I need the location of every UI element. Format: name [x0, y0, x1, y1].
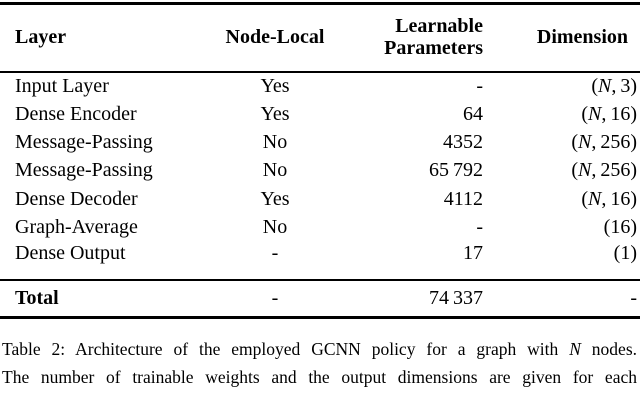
params-cell: 4112	[443, 187, 483, 210]
params-cell: 4352	[443, 130, 483, 153]
total-dimension: -	[483, 280, 640, 318]
header-row	[0, 4, 640, 72]
params-cell: 17	[463, 241, 483, 264]
node-local-cell: Yes	[260, 74, 290, 97]
dim-pre: (	[591, 74, 598, 97]
table-row	[0, 157, 640, 185]
node-local-cell: No	[262, 130, 288, 153]
header-node-local: Node-Local	[200, 4, 350, 72]
dimension-cell	[483, 242, 640, 280]
params-cell: 64	[463, 102, 483, 125]
dimension-cell	[483, 213, 640, 241]
table-row	[0, 128, 640, 156]
table-header	[0, 4, 640, 72]
table-row	[0, 185, 640, 213]
layer-cell: Message-Passing	[15, 159, 153, 182]
dim-pre: (16)	[603, 216, 637, 239]
table-row	[0, 72, 640, 100]
header-learnable-line2: Parameters	[384, 36, 483, 59]
layer-cell: Graph-Average	[15, 216, 138, 239]
dim-pre: (	[571, 159, 578, 182]
dim-pre: (	[581, 102, 588, 125]
layer-cell: Message-Passing	[15, 130, 153, 153]
dim-pre: (	[571, 130, 578, 153]
dimension-cell	[483, 185, 640, 213]
node-local-cell: No	[262, 216, 288, 239]
dim-var: N	[587, 102, 602, 125]
dim-post: , 3)	[611, 74, 637, 97]
header-learnable-line1: Learnable	[395, 15, 483, 38]
params-cell: -	[476, 74, 483, 97]
caption-line-2: The number of trainable weights and the output dimensions are given for each	[2, 367, 637, 388]
node-local-cell: -	[271, 241, 279, 264]
dim-var: N	[587, 187, 602, 210]
dim-pre: (1)	[613, 241, 637, 264]
dim-post: , 16)	[601, 102, 637, 125]
dim-post: , 256)	[591, 159, 637, 182]
dim-pre: (	[581, 187, 588, 210]
total-label: Total	[0, 280, 200, 318]
architecture-table	[0, 2, 640, 319]
layer-cell: Dense Encoder	[15, 102, 137, 125]
table-row	[0, 242, 640, 280]
params-cell: -	[476, 216, 483, 239]
layer-cell: Input Layer	[15, 74, 109, 97]
table-footer	[0, 280, 640, 318]
dim-var: N	[597, 74, 612, 97]
dim-var: N	[577, 130, 592, 153]
table-caption	[2, 335, 637, 391]
total-row	[0, 280, 640, 318]
total-node-local: -	[200, 280, 350, 318]
layer-cell: Dense Output	[15, 241, 126, 264]
dim-post: , 256)	[591, 130, 637, 153]
table-row	[0, 100, 640, 128]
node-local-cell: Yes	[260, 102, 290, 125]
node-local-cell: No	[262, 159, 288, 182]
dim-post: , 16)	[601, 187, 637, 210]
dim-var: N	[577, 159, 592, 182]
caption-text: nodes.	[580, 339, 637, 360]
node-local-cell: Yes	[260, 187, 290, 210]
total-params: 74 337	[350, 280, 483, 318]
caption-text: Table 2: Architecture of the employed GCNN policy for a graph with	[2, 339, 570, 360]
layer-cell: Dense Decoder	[15, 187, 138, 210]
caption-variable-n: N	[569, 339, 581, 360]
dimension-cell	[483, 128, 640, 156]
table-body	[0, 72, 640, 280]
header-learnable-parameters	[350, 4, 483, 72]
table-row	[0, 213, 640, 241]
params-cell: 65 792	[428, 159, 483, 182]
caption-line-1	[2, 335, 637, 363]
dimension-cell	[483, 100, 640, 128]
dimension-cell	[483, 72, 640, 100]
header-layer: Layer	[0, 4, 200, 72]
header-dimension: Dimension	[483, 4, 640, 72]
dimension-cell	[483, 157, 640, 185]
